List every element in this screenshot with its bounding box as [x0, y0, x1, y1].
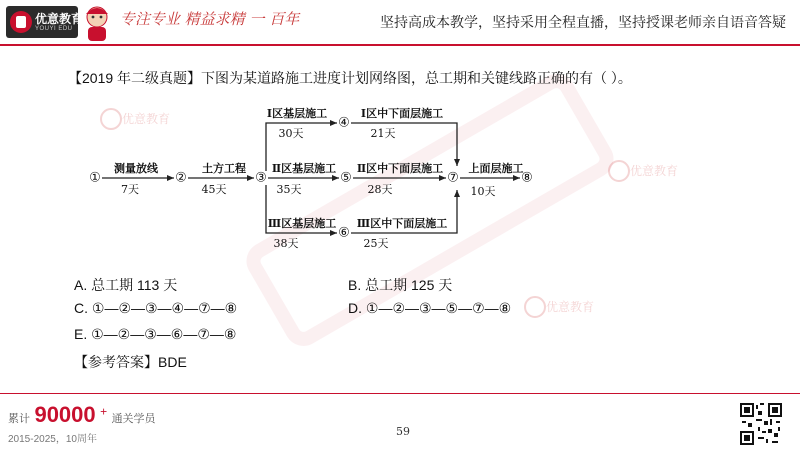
option-b: B. 总工期 125 天 [348, 277, 453, 293]
node-4: ④ [338, 115, 350, 131]
duration-label: 45天 [201, 183, 227, 196]
duration-label: 7天 [121, 183, 139, 196]
duration-label: 25天 [363, 237, 389, 250]
activity-label: Ⅲ区中下面层施工 [356, 217, 448, 230]
logo-text: 优意教育 [35, 12, 84, 26]
activity-label: 土方工程 [202, 162, 246, 175]
logo-emblem-icon [10, 11, 32, 33]
duration-label: 38天 [273, 237, 299, 250]
activity-label: Ⅰ区中下面层施工 [360, 107, 444, 120]
option-a: A. 总工期 113 天 [74, 277, 178, 293]
activity-label: 测量放线 [114, 162, 158, 175]
option-e: E. ①—②—③—⑥—⑦—⑧ [74, 326, 237, 342]
activity-label: 上面层施工 [468, 162, 524, 175]
reference-answer: 【参考答案】BDE [74, 354, 187, 370]
watermark: 优意教育 [122, 112, 171, 126]
brand-slogan: 专注专业 精益求精 一 百年 [120, 10, 300, 28]
node-6: ⑥ [338, 225, 350, 241]
node-2: ② [175, 170, 187, 186]
option-c: C. ①—②—③—④—⑦—⑧ [74, 300, 238, 316]
duration-label: 10天 [470, 185, 496, 198]
node-7: ⑦ [447, 170, 459, 186]
header-divider [0, 44, 800, 46]
question-text: 【2019 年二级真题】下图为某道路施工进度计划网络图，总工期和关键线路正确的有（ ）。 [68, 70, 632, 86]
count-plus: + [100, 404, 108, 419]
activity-label: Ⅱ区中下面层施工 [356, 162, 444, 175]
node-3: ③ [255, 170, 267, 186]
network-diagram [84, 100, 544, 255]
student-count: 90000 [34, 402, 96, 427]
footer-prefix: 累计 [8, 413, 30, 425]
node-5: ⑤ [340, 170, 352, 186]
activity-label: Ⅰ区基层施工 [266, 107, 328, 120]
brand-logo [6, 6, 84, 38]
arrow-4-7 [351, 123, 457, 166]
footer-suffix: 通关学员 [111, 413, 156, 425]
mascot-icon [80, 4, 114, 42]
activity-label: Ⅲ区基层施工 [267, 217, 337, 230]
footer-divider [0, 393, 800, 394]
duration-label: 30天 [278, 127, 304, 140]
option-d: D. ①—②—③—⑤—⑦—⑧ [348, 300, 512, 316]
activity-label: Ⅱ区基层施工 [271, 162, 337, 175]
footer-stat [8, 402, 156, 428]
qr-code-icon [740, 403, 782, 445]
footer-years: 2015-2025，10周年 [8, 434, 97, 445]
logo-subtext: YOUYI EDU [35, 26, 73, 32]
node-8: ⑧ [521, 170, 533, 186]
header [0, 0, 800, 46]
duration-label: 28天 [367, 183, 393, 196]
duration-label: 21天 [370, 127, 396, 140]
watermark-seal-icon [524, 296, 546, 318]
page-number: 59 [396, 425, 410, 438]
watermark: 优意教育 [546, 300, 595, 314]
watermark: 优意教育 [630, 164, 679, 178]
header-tagline: 坚持高成本教学，坚持采用全程直播，坚持授课老师亲自语音答疑 [380, 14, 786, 30]
node-1: ① [89, 170, 101, 186]
duration-label: 35天 [276, 183, 302, 196]
